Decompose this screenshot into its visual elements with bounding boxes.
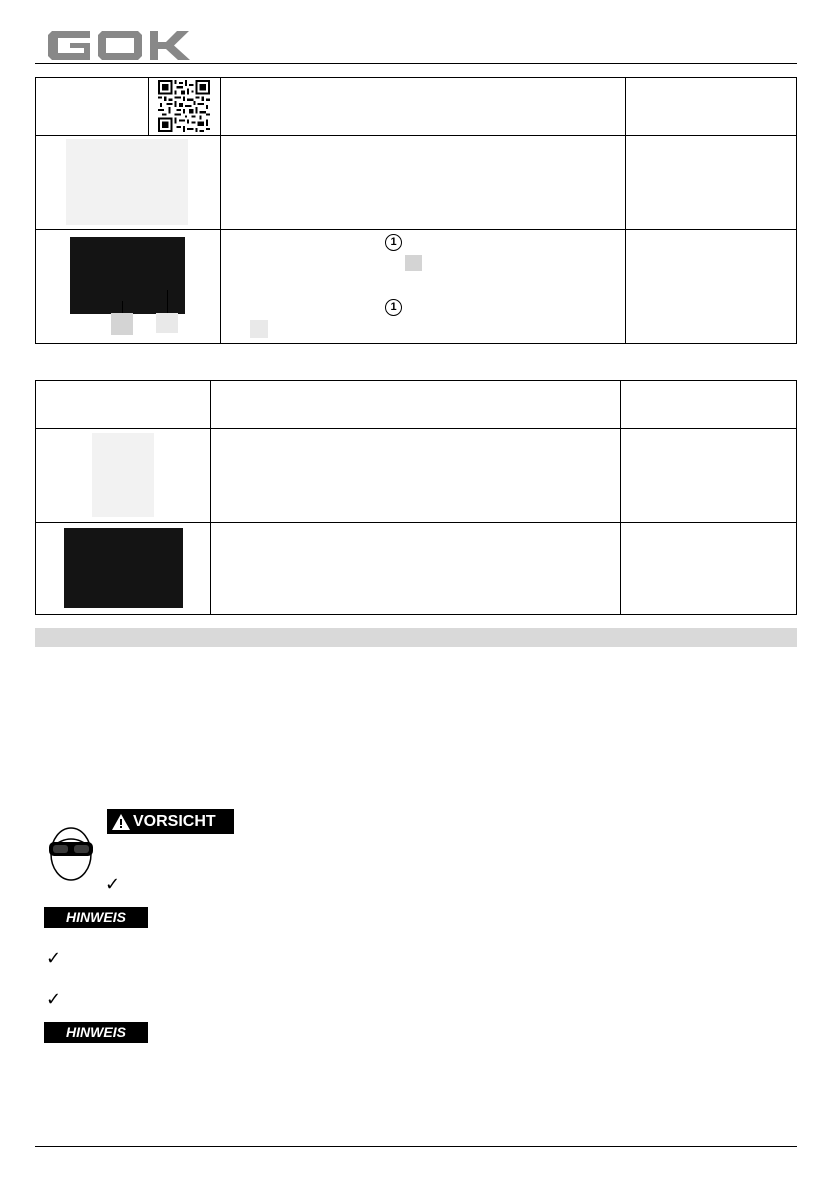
gok-logo [48,31,192,60]
callout-number-icon: 1 [385,234,402,251]
table-1-row-divider [35,135,797,136]
table-2-row-divider [35,522,797,523]
caution-badge [107,809,234,834]
header-rule [35,63,797,64]
footer-rule [35,1146,797,1147]
product-image-placeholder [66,139,188,225]
caution-label: VORSICHT [133,813,216,830]
table-1-col-divider [625,77,626,344]
inline-label [250,320,268,338]
section-heading-bar [35,628,797,647]
table-1-col-divider [148,77,149,135]
inline-label [405,255,422,271]
qr-code [158,80,210,132]
check-mark-icon: ✓ [46,948,62,969]
callout-number-icon: 1 [385,299,402,316]
callout-label [111,313,133,335]
warning-triangle-icon [111,813,131,831]
callout-label [156,313,178,333]
table-2-row-divider [35,428,797,429]
table-2-col-divider [620,380,621,615]
goggles-icon [44,822,98,882]
product-image-placeholder [92,433,154,517]
callout-line [167,290,168,314]
table-2-col-divider [210,380,211,615]
product-photo [64,528,183,608]
table-1-col-divider [220,77,221,344]
note-badge: HINWEIS [44,1022,148,1043]
check-mark-icon: ✓ [105,874,121,895]
table-1-row-divider [35,229,797,230]
check-mark-icon: ✓ [46,989,62,1010]
note-badge: HINWEIS [44,907,148,928]
